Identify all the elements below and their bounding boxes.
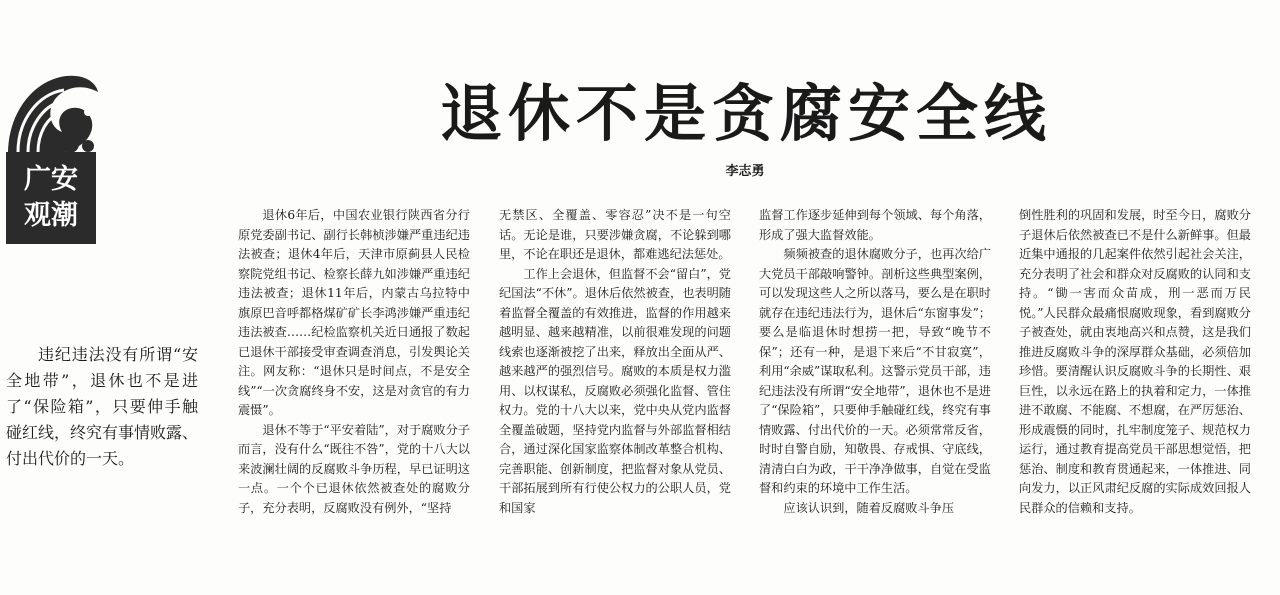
column-tag-line1: 广安 bbox=[24, 164, 78, 195]
author-byline: 李志勇 bbox=[725, 164, 765, 179]
body-paragraph: 频频被查的退休腐败分子，也再次给广大党员干部敲响警钟。剖析这些典型案例，可以发现这些人之所以落马，要么是在职时就存在违纪违法行为，退休后“东窗事发”；要么是临退休时想捞一把，导致“晚节不保”；还有一种，是退下来后“不甘寂寞”，利用“余威”谋取私利。这警示党员干部，违纪违法没有所谓“安全地带”，退休也不是进了“保险箱”，只要伸手触碰红线，终究有事情败露、付出代价的一天。必须常常反省，时时自警自励，知敬畏、存戒惧、守底线，清清白白为政，干干净净做事，自觉在受监督和约束的环境中工作生活。 bbox=[759, 247, 991, 495]
wave-logo-icon bbox=[4, 62, 100, 158]
article-column-2 bbox=[499, 206, 731, 586]
article-column-1 bbox=[238, 206, 470, 586]
article-title: 退休不是贪腐安全线 bbox=[439, 77, 1052, 150]
pull-quote: 违纪违法没有所谓“安全地带”，退休也不是进了“保险箱”，只要伸手触碰红线，终究有事情败露、付出代价的一天。 bbox=[6, 345, 199, 468]
body-paragraph: 工作上会退休，但监督不会“留白”，党纪国法“不休”。退休后依然被查，也表明随着监督全覆盖的有效推进，监督的作用越来越明显、越来越精准，以前很难发现的问题线索也逐渐被挖了出来，释放出全面从严、越来越严的强烈信号。腐败的本质是权力滥用、以权谋私，反腐败必须强化监督、管住权力。党的十八大以来，党中央从党内监督全覆盖破题，坚持党内监督与外部监督相结合，通过深化国家监察体制改革整合机构、完善职能、创新制度，把监督对象从党员、干部拓展到所有行使公权力的公职人员，党和国家 bbox=[499, 266, 731, 515]
article-column-4 bbox=[1019, 206, 1251, 586]
body-paragraph: 倒性胜利的巩固和发展，时至今日，腐败分子退休后依然被查已不是什么新鲜事。但最近集中通报的几起案件依然引起社会关注，充分表明了社会和群众对反腐败的认同和支持。“锄一害而众苗成，刑一恶而万民悦。”人民群众最痛恨腐败现象，看到腐败分子被查处，就由衷地高兴和点赞，这是我们推进反腐败斗争的深厚群众基础，必须倍加珍惜。要清醒认识反腐败斗争的长期性、艰巨性，以永远在路上的执着和定力，一体推进不敢腐、不能腐、不想腐，在严厉惩治、形成震慑的同时，扎牢制度笼子、规范权力运行，通过教育提高党员干部思想觉悟，把惩治、制度和教育贯通起来，一体推进、同向发力，以正风肃纪反腐的实际成效回报人民群众的信赖和支持。 bbox=[1019, 208, 1251, 515]
body-paragraph: 无禁区、全覆盖、零容忍”决不是一句空话。无论是谁，只要涉嫌贪腐，不论躲到哪里，不论在职还是退休，都难逃纪法惩处。 bbox=[499, 208, 731, 261]
article-column-3 bbox=[759, 206, 991, 586]
body-paragraph: 退休不等于“平安着陆”，对于腐败分子而言，没有什么“既往不咎”，党的十八大以来波澜壮阔的反腐败斗争历程，早已证明这一点。一个个已退休依然被查处的腐败分子，充分表明，反腐败没有例外，“坚持 bbox=[238, 422, 470, 515]
body-paragraph: 应该认识到，随着反腐败斗争压 bbox=[783, 500, 955, 515]
body-paragraph: 退休6年后，中国农业银行陕西省分行原党委副书记、副行长韩桢涉嫌严重违纪违法被查；退休4年后，天津市原蓟县人民检察院党组书记、检察长薛九如涉嫌严重违纪违法被查；退休11年后，内蒙古乌拉特中旗原巴音呼都格煤矿矿长李鸿涉嫌严重违纪违法被查……纪检监察机关近日通报了数起已退休干部接受审查调查消息，引发舆论关注。网友称：“退休只是时间点，不是安全线”“一次贪腐终身不安，这是对贪官的有力震慑”。 bbox=[238, 208, 470, 417]
column-tag bbox=[6, 152, 96, 244]
body-paragraph: 监督工作逐步延伸到每个领域、每个角落，形成了强大监督效能。 bbox=[759, 208, 991, 242]
column-tag-line2: 观潮 bbox=[24, 200, 78, 231]
